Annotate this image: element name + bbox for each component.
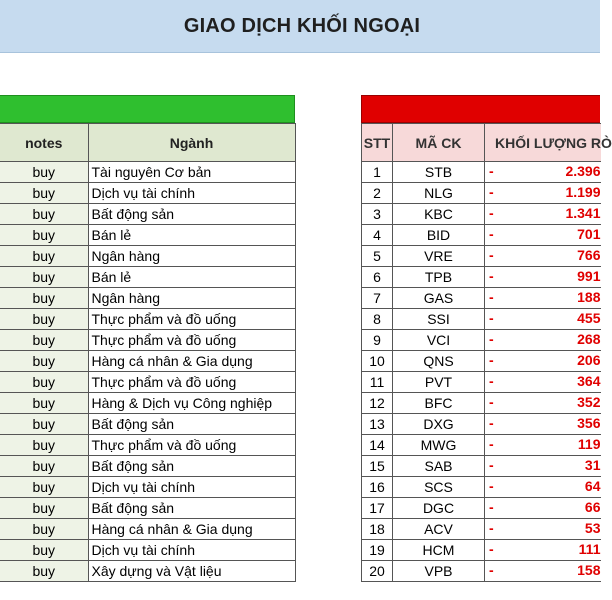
stt-cell[interactable]: 18 (362, 519, 393, 540)
negative-sign: - (489, 394, 494, 410)
stt-cell[interactable]: 2 (362, 183, 393, 204)
table-row[interactable] (0, 267, 295, 288)
table-row[interactable] (362, 309, 601, 330)
notes-cell[interactable]: buy (0, 435, 88, 456)
volume-value: 268 (577, 331, 601, 347)
nganh-cell[interactable]: Xây dựng và Vật liệu (88, 561, 295, 582)
table-row[interactable] (362, 351, 601, 372)
negative-sign: - (489, 457, 494, 473)
nganh-cell[interactable]: Bất động sản (88, 456, 295, 477)
stt-cell[interactable]: 4 (362, 225, 393, 246)
nganh-cell[interactable]: Dịch vụ tài chính (88, 477, 295, 498)
khoi-luong-cell[interactable] (485, 477, 601, 498)
khoi-luong-cell[interactable] (485, 225, 601, 246)
page-title: GIAO DỊCH KHỐI NGOẠI (183, 14, 421, 37)
ma-ck-cell[interactable]: BFC (393, 393, 485, 414)
volume-value: 766 (577, 247, 601, 263)
negative-sign: - (489, 310, 494, 326)
notes-cell[interactable]: buy (0, 225, 88, 246)
notes-cell[interactable]: buy (0, 183, 88, 204)
stt-cell[interactable]: 13 (362, 414, 393, 435)
notes-cell[interactable]: buy (0, 393, 88, 414)
stt-cell[interactable]: 9 (362, 330, 393, 351)
nganh-cell[interactable]: Hàng cá nhân & Gia dụng (88, 351, 295, 372)
volume-value: 206 (577, 352, 601, 368)
volume-value: 352 (577, 394, 601, 410)
ma-ck-cell[interactable]: VCI (393, 330, 485, 351)
volume-value: 2.396 (565, 163, 601, 179)
khoi-luong-cell[interactable] (485, 498, 601, 519)
khoi-luong-cell[interactable] (485, 183, 601, 204)
nganh-cell[interactable]: Thực phẩm và đồ uống (88, 309, 295, 330)
ma-ck-cell[interactable]: NLG (393, 183, 485, 204)
notes-cell[interactable]: buy (0, 540, 88, 561)
notes-cell[interactable]: buy (0, 267, 88, 288)
khoi-luong-cell[interactable] (485, 204, 601, 225)
nganh-cell[interactable]: Bán lẻ (88, 267, 295, 288)
notes-cell[interactable]: buy (0, 330, 88, 351)
table-row[interactable] (362, 540, 601, 561)
khoi-luong-cell[interactable] (485, 309, 601, 330)
notes-cell[interactable]: buy (0, 246, 88, 267)
table-row[interactable] (0, 351, 295, 372)
khoi-luong-cell[interactable] (485, 267, 601, 288)
negative-sign: - (489, 541, 494, 557)
ma-ck-cell[interactable]: SCS (393, 477, 485, 498)
negative-sign: - (489, 352, 494, 368)
table-row[interactable] (0, 309, 295, 330)
khoi-luong-cell[interactable] (485, 372, 601, 393)
column-header-notes[interactable]: notes (0, 124, 88, 162)
stt-cell[interactable]: 11 (362, 372, 393, 393)
table-row[interactable] (0, 435, 295, 456)
volume-value: 1.341 (565, 205, 601, 221)
title-bar (0, 0, 600, 53)
volume-value: 1.199 (565, 184, 601, 200)
khoi-luong-cell[interactable] (485, 351, 601, 372)
notes-cell[interactable]: buy (0, 204, 88, 225)
notes-cell[interactable]: buy (0, 288, 88, 309)
nganh-cell[interactable]: Ngân hàng (88, 288, 295, 309)
nganh-cell[interactable]: Hàng & Dịch vụ Công nghiệp (88, 393, 295, 414)
khoi-luong-cell[interactable] (485, 519, 601, 540)
negative-sign: - (489, 163, 494, 179)
stt-cell[interactable]: 8 (362, 309, 393, 330)
table-row[interactable] (362, 204, 601, 225)
table-row[interactable] (362, 414, 601, 435)
stt-cell[interactable]: 6 (362, 267, 393, 288)
stt-cell[interactable]: 20 (362, 561, 393, 582)
nganh-cell[interactable]: Bất động sản (88, 498, 295, 519)
volume-value: 356 (577, 415, 601, 431)
red-header-band (361, 95, 600, 123)
volume-value: 364 (577, 373, 601, 389)
notes-cell[interactable]: buy (0, 477, 88, 498)
table-row[interactable] (0, 519, 295, 540)
ma-ck-cell[interactable]: STB (393, 162, 485, 183)
stt-cell[interactable]: 19 (362, 540, 393, 561)
volume-value: 111 (578, 541, 601, 557)
khoi-luong-cell[interactable] (485, 330, 601, 351)
stt-cell[interactable]: 16 (362, 477, 393, 498)
table-row[interactable] (0, 477, 295, 498)
negative-sign: - (489, 184, 494, 200)
table-row[interactable] (362, 477, 601, 498)
notes-cell[interactable]: buy (0, 456, 88, 477)
khoi-luong-cell[interactable] (485, 246, 601, 267)
ma-ck-cell[interactable]: MWG (393, 435, 485, 456)
table-row[interactable] (362, 561, 601, 582)
khoi-luong-cell[interactable] (485, 414, 601, 435)
stt-cell[interactable]: 15 (362, 456, 393, 477)
table-row[interactable] (362, 288, 601, 309)
volume-value: 991 (577, 268, 601, 284)
notes-cell[interactable]: buy (0, 372, 88, 393)
nganh-cell[interactable]: Thực phẩm và đồ uống (88, 372, 295, 393)
khoi-luong-cell[interactable] (485, 288, 601, 309)
volume-value: 188 (577, 289, 601, 305)
table-row[interactable] (362, 456, 601, 477)
ma-ck-cell[interactable]: SSI (393, 309, 485, 330)
sector-table (0, 123, 296, 582)
ma-ck-cell[interactable]: TPB (393, 267, 485, 288)
table-row[interactable] (0, 393, 295, 414)
table-row[interactable] (0, 225, 295, 246)
nganh-cell[interactable]: Dịch vụ tài chính (88, 183, 295, 204)
negative-sign: - (489, 520, 494, 536)
notes-cell[interactable]: buy (0, 519, 88, 540)
negative-sign: - (489, 289, 494, 305)
volume-value: 701 (577, 226, 601, 242)
column-header-stt[interactable]: STT (362, 124, 393, 162)
table-row[interactable] (362, 267, 601, 288)
nganh-cell[interactable]: Thực phẩm và đồ uống (88, 435, 295, 456)
ma-ck-cell[interactable]: BID (393, 225, 485, 246)
negative-sign: - (489, 415, 494, 431)
ma-ck-cell[interactable]: VPB (393, 561, 485, 582)
table-row[interactable] (362, 183, 601, 204)
table-row[interactable] (0, 246, 295, 267)
ma-ck-cell[interactable]: SAB (393, 456, 485, 477)
ma-ck-cell[interactable]: DXG (393, 414, 485, 435)
negative-sign: - (489, 331, 494, 347)
stt-cell[interactable]: 5 (362, 246, 393, 267)
ma-ck-cell[interactable]: HCM (393, 540, 485, 561)
table-row[interactable] (362, 246, 601, 267)
khoi-luong-cell[interactable] (485, 540, 601, 561)
volume-value: 455 (577, 310, 601, 326)
table-row[interactable] (0, 183, 295, 204)
table-row[interactable] (0, 498, 295, 519)
ma-ck-cell[interactable]: ACV (393, 519, 485, 540)
ma-ck-cell[interactable]: PVT (393, 372, 485, 393)
negative-sign: - (489, 373, 494, 389)
negative-sign: - (489, 247, 494, 263)
notes-cell[interactable]: buy (0, 351, 88, 372)
negative-sign: - (489, 478, 494, 494)
nganh-cell[interactable]: Bất động sản (88, 414, 295, 435)
volume-value: 119 (577, 436, 601, 452)
foreign-trading-table (361, 123, 612, 582)
negative-sign: - (489, 205, 494, 221)
khoi-luong-cell[interactable] (485, 393, 601, 414)
volume-value: 64 (584, 478, 601, 494)
green-header-band (0, 95, 295, 123)
table-row[interactable] (0, 372, 295, 393)
table-row[interactable] (362, 225, 601, 246)
stt-cell[interactable]: 17 (362, 498, 393, 519)
stt-cell[interactable]: 1 (362, 162, 393, 183)
table-row[interactable] (0, 414, 295, 435)
right-panel (361, 95, 612, 582)
khoi-luong-cell[interactable] (485, 561, 601, 582)
ma-ck-cell[interactable]: QNS (393, 351, 485, 372)
table-row[interactable] (0, 330, 295, 351)
khoi-luong-cell[interactable] (485, 456, 601, 477)
volume-value: 53 (584, 520, 601, 536)
stt-cell[interactable]: 3 (362, 204, 393, 225)
table-row[interactable] (0, 162, 295, 183)
khoi-luong-cell[interactable] (485, 162, 601, 183)
negative-sign: - (489, 226, 494, 242)
ma-ck-cell[interactable]: KBC (393, 204, 485, 225)
notes-cell[interactable]: buy (0, 498, 88, 519)
table-row[interactable] (362, 372, 601, 393)
nganh-cell[interactable]: Thực phẩm và đồ uống (88, 330, 295, 351)
negative-sign: - (489, 268, 494, 284)
notes-cell[interactable]: buy (0, 414, 88, 435)
table-row[interactable] (0, 456, 295, 477)
nganh-cell[interactable]: Bán lẻ (88, 225, 295, 246)
table-row[interactable] (362, 393, 601, 414)
notes-cell[interactable]: buy (0, 162, 88, 183)
ma-ck-cell[interactable]: VRE (393, 246, 485, 267)
nganh-cell[interactable]: Dịch vụ tài chính (88, 540, 295, 561)
volume-value: 31 (584, 457, 601, 473)
notes-cell[interactable]: buy (0, 561, 88, 582)
nganh-cell[interactable]: Hàng cá nhân & Gia dụng (88, 519, 295, 540)
stt-cell[interactable]: 12 (362, 393, 393, 414)
notes-cell[interactable]: buy (0, 309, 88, 330)
negative-sign: - (489, 499, 494, 515)
ma-ck-cell[interactable]: GAS (393, 288, 485, 309)
stt-cell[interactable]: 7 (362, 288, 393, 309)
table-row[interactable] (362, 162, 601, 183)
ma-ck-cell[interactable]: DGC (393, 498, 485, 519)
table-row[interactable] (362, 519, 601, 540)
column-header-ma-ck[interactable]: MÃ CK (393, 124, 485, 162)
left-panel (0, 95, 295, 582)
nganh-cell[interactable]: Ngân hàng (88, 246, 295, 267)
column-header-khoi-luong-rong[interactable]: KHỐI LƯỢNG RÒ (485, 124, 601, 162)
volume-value: 158 (577, 562, 601, 578)
negative-sign: - (489, 436, 494, 452)
table-row[interactable] (362, 435, 601, 456)
table-row[interactable] (362, 330, 601, 351)
table-row[interactable] (0, 288, 295, 309)
nganh-cell[interactable]: Bất động sản (88, 204, 295, 225)
table-row[interactable] (0, 561, 295, 582)
column-header-nganh[interactable]: Ngành (88, 124, 295, 162)
volume-value: 66 (584, 499, 601, 515)
table-row[interactable] (362, 498, 601, 519)
stt-cell[interactable]: 14 (362, 435, 393, 456)
table-row[interactable] (0, 204, 295, 225)
khoi-luong-cell[interactable] (485, 435, 601, 456)
table-row[interactable] (0, 540, 295, 561)
stt-cell[interactable]: 10 (362, 351, 393, 372)
nganh-cell[interactable]: Tài nguyên Cơ bản (88, 162, 295, 183)
negative-sign: - (489, 562, 494, 578)
